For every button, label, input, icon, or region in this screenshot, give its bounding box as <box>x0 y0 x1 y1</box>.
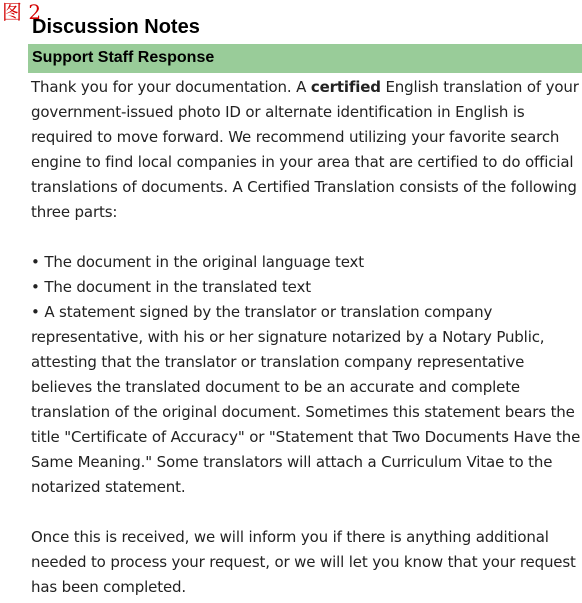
intro-text-start: Thank you for your documentation. A <box>31 78 311 96</box>
requirements-list <box>31 250 582 500</box>
section-header: Support Staff Response <box>28 44 582 73</box>
intro-text-end: English translation of your government-issued photo ID or alternate identification in English is required to move forward. We recommend utilizing your favorite search engine to find local companies in your area that are certified to do official translations of documents. A Certified Translation consists of the following three parts: <box>31 78 579 221</box>
discussion-notes-panel <box>28 13 582 600</box>
response-body <box>28 73 582 600</box>
emphasis-certified: certified <box>310 78 381 96</box>
spacer <box>31 500 582 525</box>
list-item: • A statement signed by the translator or translation company representative, with his or her signature notarized by a Notary Public, attesting that the translator or translation company representative believes the translated document to be an accurate and complete translation of the original document. Sometimes this statement bears the title "Certificate of Accuracy" or "Statement that Two Documents Have the Same Meaning." Some translators will attach a Curriculum Vitae to the notarized statement. <box>31 300 582 500</box>
closing-paragraph: Once this is received, we will inform you if there is anything additional needed to process your request, or we will let you know that your request has been completed. <box>31 528 576 596</box>
spacer <box>31 225 582 250</box>
intro-paragraph <box>31 75 582 225</box>
page-title: Discussion Notes <box>32 16 200 38</box>
figure-label: 图 2 <box>2 0 42 24</box>
list-item: • The document in the translated text <box>31 275 582 300</box>
list-item: • The document in the original language text <box>31 250 582 275</box>
